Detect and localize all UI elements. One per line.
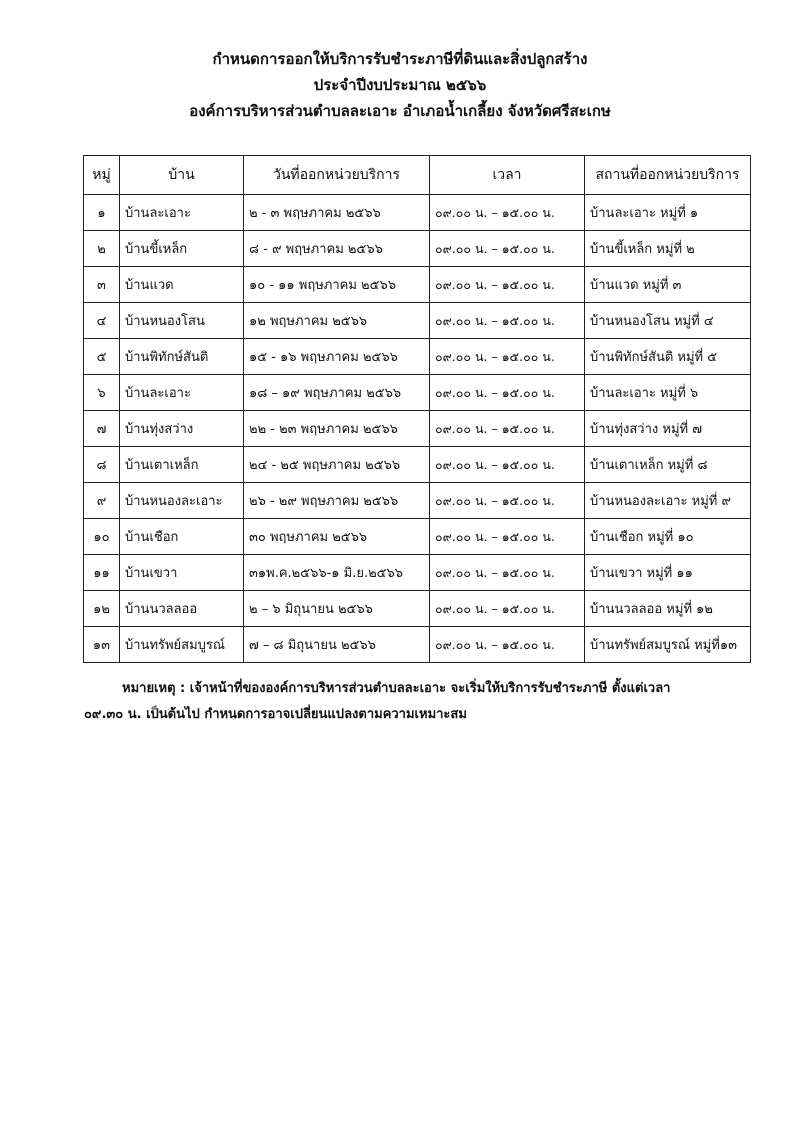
cell-moo: ๕ — [84, 339, 120, 375]
cell-place: บ้านพิทักษ์สันติ หมู่ที่ ๕ — [585, 339, 751, 375]
cell-moo: ๑ — [84, 195, 120, 231]
cell-village: บ้านขี้เหล็ก — [120, 231, 244, 267]
cell-date: ๓๐ พฤษภาคม ๒๕๖๖ — [244, 519, 430, 555]
document-header — [0, 46, 800, 124]
cell-time: ๐๙.๐๐ น. – ๑๕.๐๐ น. — [430, 483, 585, 519]
table-row — [84, 627, 751, 663]
table-row — [84, 591, 751, 627]
cell-time: ๐๙.๐๐ น. – ๑๕.๐๐ น. — [430, 555, 585, 591]
cell-village: บ้านเตาเหล็ก — [120, 447, 244, 483]
cell-place: บ้านหนองละเอาะ หมู่ที่ ๙ — [585, 483, 751, 519]
cell-moo: ๗ — [84, 411, 120, 447]
cell-place: บ้านเขวา หมู่ที่ ๑๑ — [585, 555, 751, 591]
cell-date: ๑๘ – ๑๙ พฤษภาคม ๒๕๖๖ — [244, 375, 430, 411]
service-schedule-table — [83, 155, 751, 663]
table-body — [84, 195, 751, 663]
table-row — [84, 267, 751, 303]
cell-moo: ๓ — [84, 267, 120, 303]
cell-place: บ้านแวด หมู่ที่ ๓ — [585, 267, 751, 303]
table-row — [84, 195, 751, 231]
cell-village: บ้านเขวา — [120, 555, 244, 591]
column-header-date: วันที่ออกหน่วยบริการ — [244, 156, 430, 195]
column-header-village: บ้าน — [120, 156, 244, 195]
cell-date: ๑๒ พฤษภาคม ๒๕๖๖ — [244, 303, 430, 339]
column-header-place: สถานที่ออกหน่วยบริการ — [585, 156, 751, 195]
cell-time: ๐๙.๐๐ น. – ๑๕.๐๐ น. — [430, 339, 585, 375]
cell-time: ๐๙.๐๐ น. – ๑๕.๐๐ น. — [430, 447, 585, 483]
cell-moo: ๑๒ — [84, 591, 120, 627]
cell-moo: ๒ — [84, 231, 120, 267]
cell-time: ๐๙.๐๐ น. – ๑๕.๐๐ น. — [430, 519, 585, 555]
cell-time: ๐๙.๐๐ น. – ๑๕.๐๐ น. — [430, 411, 585, 447]
table-row — [84, 555, 751, 591]
cell-village: บ้านละเอาะ — [120, 195, 244, 231]
table-header-row — [84, 156, 751, 195]
table-row — [84, 411, 751, 447]
column-header-time: เวลา — [430, 156, 585, 195]
cell-place: บ้านนวลลออ หมู่ที่ ๑๒ — [585, 591, 751, 627]
remark-note — [84, 676, 734, 728]
cell-date: ๓๑พ.ค.๒๕๖๖-๑ มิ.ย.๒๕๖๖ — [244, 555, 430, 591]
cell-village: บ้านแวด — [120, 267, 244, 303]
cell-village: บ้านทรัพย์สมบูรณ์ — [120, 627, 244, 663]
cell-moo: ๔ — [84, 303, 120, 339]
cell-date: ๒ – ๖ มิถุนายน ๒๕๖๖ — [244, 591, 430, 627]
cell-place: บ้านเตาเหล็ก หมู่ที่ ๘ — [585, 447, 751, 483]
cell-place: บ้านหนองโสน หมู่ที่ ๔ — [585, 303, 751, 339]
cell-time: ๐๙.๐๐ น. – ๑๕.๐๐ น. — [430, 627, 585, 663]
cell-moo: ๑๐ — [84, 519, 120, 555]
cell-time: ๐๙.๐๐ น. – ๑๕.๐๐ น. — [430, 195, 585, 231]
cell-time: ๐๙.๐๐ น. – ๑๕.๐๐ น. — [430, 231, 585, 267]
cell-date: ๘ - ๙ พฤษภาคม ๒๕๖๖ — [244, 231, 430, 267]
cell-place: บ้านทรัพย์สมบูรณ์ หมู่ที่๑๓ — [585, 627, 751, 663]
organization-line: องค์การบริหารส่วนตำบลละเอาะ อำเภอน้ำเกลี้ยง จังหวัดศรีสะเกษ — [189, 102, 611, 120]
document-title: กำหนดการออกให้บริการรับชำระภาษีที่ดินและสิ่งปลูกสร้าง — [212, 50, 588, 68]
cell-time: ๐๙.๐๐ น. – ๑๕.๐๐ น. — [430, 303, 585, 339]
cell-time: ๐๙.๐๐ น. – ๑๕.๐๐ น. — [430, 375, 585, 411]
table-row — [84, 519, 751, 555]
table-row — [84, 375, 751, 411]
cell-time: ๐๙.๐๐ น. – ๑๕.๐๐ น. — [430, 267, 585, 303]
table-row — [84, 447, 751, 483]
table-row — [84, 231, 751, 267]
cell-date: ๑๐ - ๑๑ พฤษภาคม ๒๕๖๖ — [244, 267, 430, 303]
cell-time: ๐๙.๐๐ น. – ๑๕.๐๐ น. — [430, 591, 585, 627]
cell-date: ๒๖ - ๒๙ พฤษภาคม ๒๕๖๖ — [244, 483, 430, 519]
remark-line-2: ๐๙.๓๐ น. เป็นต้นไป กำหนดการอาจเปลี่ยนแปลงตามความเหมาะสม — [84, 707, 467, 722]
cell-date: ๗ – ๘ มิถุนายน ๒๕๖๖ — [244, 627, 430, 663]
cell-place: บ้านทุ่งสว่าง หมู่ที่ ๗ — [585, 411, 751, 447]
cell-moo: ๑๓ — [84, 627, 120, 663]
fiscal-year-line: ประจำปีงบประมาณ ๒๕๖๖ — [313, 76, 487, 94]
cell-moo: ๖ — [84, 375, 120, 411]
cell-moo: ๘ — [84, 447, 120, 483]
cell-village: บ้านนวลลออ — [120, 591, 244, 627]
cell-village: บ้านหนองโสน — [120, 303, 244, 339]
cell-village: บ้านเชือก — [120, 519, 244, 555]
cell-place: บ้านขี้เหล็ก หมู่ที่ ๒ — [585, 231, 751, 267]
cell-village: บ้านพิทักษ์สันติ — [120, 339, 244, 375]
cell-moo: ๙ — [84, 483, 120, 519]
cell-moo: ๑๑ — [84, 555, 120, 591]
table-row — [84, 483, 751, 519]
remark-line-1: หมายเหตุ : เจ้าหน้าที่ขององค์การบริหารส่วนตำบลละเอาะ จะเริ่มให้บริการรับชำระภาษี ตั้งแต่เวลา — [122, 681, 671, 696]
cell-place: บ้านเชือก หมู่ที่ ๑๐ — [585, 519, 751, 555]
cell-village: บ้านทุ่งสว่าง — [120, 411, 244, 447]
cell-place: บ้านละเอาะ หมู่ที่ ๑ — [585, 195, 751, 231]
column-header-moo: หมู่ — [84, 156, 120, 195]
table-row — [84, 303, 751, 339]
cell-date: ๒๔ - ๒๕ พฤษภาคม ๒๕๖๖ — [244, 447, 430, 483]
cell-village: บ้านหนองละเอาะ — [120, 483, 244, 519]
cell-date: ๒๒ - ๒๓ พฤษภาคม ๒๕๖๖ — [244, 411, 430, 447]
cell-village: บ้านละเอาะ — [120, 375, 244, 411]
cell-date: ๑๕ - ๑๖ พฤษภาคม ๒๕๖๖ — [244, 339, 430, 375]
cell-date: ๒ - ๓ พฤษภาคม ๒๕๖๖ — [244, 195, 430, 231]
table-row — [84, 339, 751, 375]
cell-place: บ้านละเอาะ หมู่ที่ ๖ — [585, 375, 751, 411]
